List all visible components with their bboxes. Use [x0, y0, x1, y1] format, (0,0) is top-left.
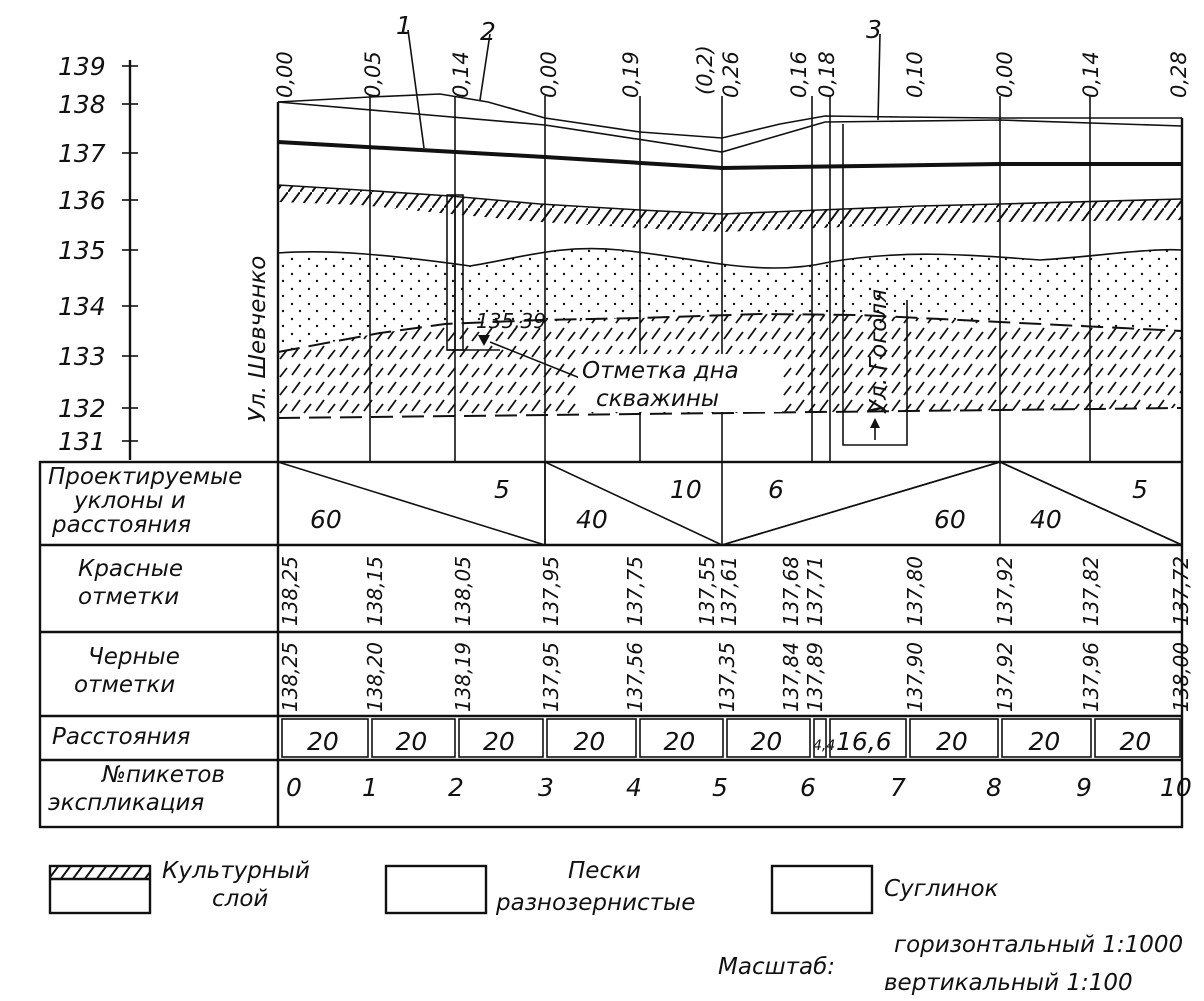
- row-header: уклоны и: [74, 488, 186, 514]
- slope-label: 40: [1030, 505, 1062, 534]
- red-mark: 137,75: [623, 556, 647, 626]
- scale-vertical: вертикальный 1:100: [884, 970, 1133, 996]
- picket-label: 9: [1076, 773, 1092, 802]
- distance-label: 20: [750, 727, 783, 756]
- picket-labels: [286, 773, 1192, 802]
- distance-label: 20: [936, 727, 968, 756]
- well-note-line-1: Отметка дна: [582, 358, 739, 384]
- red-mark: 137,61: [717, 556, 741, 626]
- top-value: 0,10: [903, 51, 927, 98]
- slope-label: 5: [494, 475, 510, 504]
- slope-label: 40: [576, 505, 608, 534]
- callout-2: 2: [480, 17, 496, 46]
- axis-tick-label: 133: [58, 342, 106, 371]
- black-mark: 137,90: [903, 642, 927, 712]
- row-header: расстояния: [52, 512, 192, 538]
- axis-tick-label: 132: [58, 394, 106, 423]
- picket-label: 4: [626, 773, 642, 802]
- distance-label: 20: [573, 727, 606, 756]
- design-grade-line: [278, 102, 1182, 152]
- slope-label: 6: [768, 475, 784, 504]
- red-mark: 137,92: [993, 556, 1017, 626]
- red-mark: 137,55: [695, 556, 719, 626]
- black-mark: 137,92: [993, 642, 1017, 712]
- top-value: 0,16: [787, 51, 811, 98]
- legend-loam: Суглинок: [884, 876, 999, 902]
- axis-tick-label: 131: [58, 427, 106, 456]
- red-mark: 137,80: [903, 556, 927, 626]
- distance-label: 20: [663, 727, 696, 756]
- axis-tick-label: 134: [58, 292, 106, 321]
- slope-label: 5: [1132, 475, 1148, 504]
- distance-label: 20: [1028, 727, 1061, 756]
- distance-label: 20: [307, 727, 339, 756]
- black-mark: 138,20: [363, 642, 387, 712]
- picket-label: 3: [538, 773, 554, 802]
- black-marks: [278, 642, 1193, 712]
- picket-label: 2: [448, 773, 464, 802]
- top-value: 0,00: [537, 51, 561, 98]
- distance-labels: [307, 727, 1151, 756]
- black-mark: 137,89: [803, 642, 827, 712]
- top-value: 0,19: [619, 51, 643, 98]
- legend: [50, 858, 999, 916]
- black-mark: 137,56: [623, 642, 647, 712]
- black-mark: 138,19: [451, 642, 475, 712]
- top-value: 0,28: [1167, 51, 1191, 98]
- street-label-gogolya: Ул. Гоголя: [866, 289, 892, 414]
- slope-labels: [310, 475, 1148, 534]
- scale-note: [718, 932, 1183, 996]
- slope-label: 60: [310, 505, 342, 534]
- picket-label: 8: [986, 773, 1002, 802]
- picket-label: 6: [800, 773, 816, 802]
- street-label-shevchenko: Ул. Шевченко: [245, 255, 271, 422]
- elevation-axis: [58, 52, 138, 460]
- culture-layer: [278, 185, 1182, 232]
- picket-label: 10: [1160, 773, 1192, 802]
- slope-label: 10: [670, 475, 702, 504]
- distance-label: 16,6: [836, 727, 892, 756]
- top-value: 0,18: [815, 51, 839, 98]
- well-note-line-2: скважины: [596, 386, 720, 412]
- picket-label: 0: [286, 773, 302, 802]
- red-mark: 137,71: [803, 556, 827, 626]
- top-value: 0,14: [449, 51, 473, 98]
- distance-label: 20: [1119, 727, 1152, 756]
- scale-horizontal: горизонтальный 1:1000: [894, 932, 1184, 958]
- black-mark: 137,95: [539, 642, 563, 712]
- picket-label: 5: [712, 773, 728, 802]
- black-mark: 138,25: [278, 642, 302, 712]
- black-profile-line: [278, 142, 1182, 168]
- red-mark: 137,68: [779, 556, 803, 626]
- top-value: 0,26: [719, 51, 743, 98]
- legend-sand-1: Пески: [568, 858, 641, 884]
- top-value: (0,2): [693, 45, 717, 95]
- axis-tick-label: 135: [58, 236, 106, 265]
- top-value: 0,00: [273, 51, 297, 98]
- red-mark: 138,15: [363, 556, 387, 626]
- red-mark: 137,95: [539, 556, 563, 626]
- axis-tick-label: 138: [58, 90, 106, 119]
- black-mark: 137,84: [779, 642, 803, 712]
- natural-surface-line: [278, 94, 1182, 138]
- row-header: Проектируемые: [48, 464, 243, 490]
- row-header: Черные: [88, 644, 180, 670]
- row-header: экспликация: [48, 790, 205, 816]
- row-header: отметки: [78, 584, 180, 610]
- legend-sand-2: разнозернистые: [496, 890, 696, 916]
- red-mark: 137,72: [1169, 556, 1193, 626]
- red-mark: 138,25: [278, 556, 302, 626]
- row-header: Расстояния: [52, 724, 191, 750]
- distance-label: 20: [395, 727, 428, 756]
- black-mark: 138,00: [1169, 642, 1193, 712]
- picket-label: 1: [362, 773, 378, 802]
- black-mark: 137,96: [1079, 642, 1103, 712]
- callout-1: 1: [396, 11, 412, 40]
- distance-label: 4,4: [813, 738, 836, 754]
- red-mark: 138,05: [451, 556, 475, 626]
- red-marks: [278, 556, 1193, 626]
- top-value: 0,05: [361, 51, 385, 98]
- slope-label: 60: [934, 505, 966, 534]
- legend-culture-1: Культурный: [162, 858, 310, 884]
- picket-label: 7: [890, 773, 906, 802]
- axis-tick-label: 137: [58, 139, 106, 168]
- axis-tick-label: 136: [58, 186, 106, 215]
- row-header: №пикетов: [102, 762, 225, 788]
- row-header: Красные: [78, 556, 184, 582]
- top-value: 0,00: [993, 51, 1017, 98]
- scale-label: Масштаб:: [718, 954, 836, 980]
- legend-culture-2: слой: [212, 886, 269, 912]
- top-value: 0,14: [1079, 51, 1103, 98]
- row-header: отметки: [74, 672, 176, 698]
- well-mark: 135,39: [476, 309, 546, 333]
- distance-label: 20: [483, 727, 515, 756]
- red-mark: 137,82: [1079, 556, 1103, 626]
- axis-tick-label: 139: [58, 52, 106, 81]
- callout-3: 3: [866, 15, 882, 44]
- black-mark: 137,35: [715, 642, 739, 712]
